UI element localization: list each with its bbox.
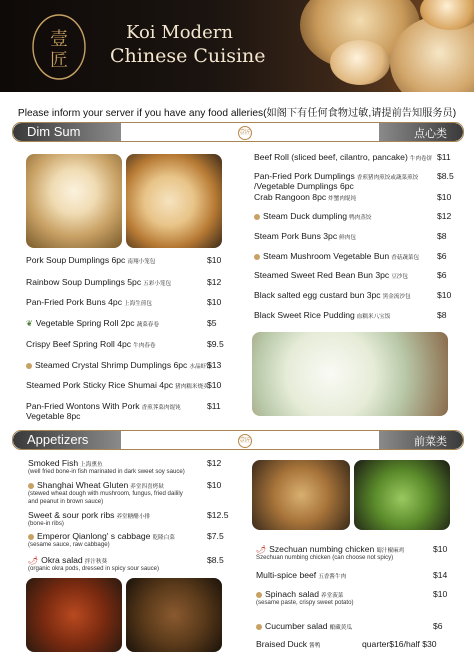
house-special-icon <box>254 254 260 260</box>
koi-logo-icon <box>30 12 88 82</box>
house-special-icon <box>256 592 262 598</box>
menu-item-name-en: Cucumber salad <box>265 621 328 631</box>
menu-item-name-en: Multi-spice beef <box>256 570 317 580</box>
menu-item-name-en: Steam Mushroom Vegetable Bun <box>263 251 390 261</box>
menu-item-name <box>256 639 320 649</box>
menu-item-description: (sesame paste, crispy sweet potato) <box>256 599 354 606</box>
menu-item-name <box>254 192 356 202</box>
house-special-icon <box>254 214 260 220</box>
menu-item-name-cn: 炸蟹肉馄饨 <box>328 196 357 202</box>
section-title-appetizers-cn: 前菜类 <box>414 436 447 448</box>
menu-item-name-en: Black Sweet Rice Pudding <box>254 310 355 320</box>
svg-text:壹: 壹 <box>50 29 68 50</box>
menu-item-name-cn: 上海熏鱼 <box>80 462 103 468</box>
menu-item-name <box>254 231 356 241</box>
menu-item-price: $8.5 <box>207 555 224 565</box>
menu-item-price: $10 <box>433 544 448 554</box>
menu-item-name-cn: 鸭肉蒸饺 <box>349 215 372 221</box>
section-bar-appetizers <box>12 430 464 450</box>
menu-item-name-en: Steamed Crystal Shrimp Dumplings 6pc <box>35 360 188 370</box>
seal-icon: 壹匠 <box>238 434 252 448</box>
chili-pepper-icon: 🌶 <box>28 556 39 565</box>
menu-item-description: (well fried bone-in fish marinated in dark sweet soy sauce) <box>28 468 185 475</box>
menu-item-name-cn: 香煎猪肉煎饺或蔬菜煎饺 <box>356 175 419 181</box>
menu-item-name <box>256 589 343 599</box>
menu-item-price: $9.5 <box>207 339 224 349</box>
menu-item-name-cn: 南翔小笼包 <box>127 259 156 265</box>
menu-item-name <box>256 621 352 631</box>
house-special-icon <box>256 624 262 630</box>
menu-item-name-en: Emperor Qianlong' s cabbage <box>37 531 151 541</box>
menu-item-name-cn: 牛肉春卷 <box>133 343 156 349</box>
menu-item-name <box>254 290 411 300</box>
menu-item-name-cn: 酱鸭 <box>309 643 321 649</box>
menu-item-name <box>254 152 432 162</box>
menu-item-price: $12.5 <box>207 510 229 520</box>
menu-item-name <box>28 480 164 490</box>
vegetarian-leaf-icon: ❦ <box>26 319 33 328</box>
menu-item-name-en: Steam Duck dumpling <box>263 211 348 221</box>
menu-item-name-cn: 血糯米八宝饭 <box>356 314 391 320</box>
menu-item-name-cn: 五彩小笼包 <box>143 281 172 287</box>
menu-item-name-cn: 香菇蔬菜包 <box>391 255 420 261</box>
chili-pepper-icon: 🌶 <box>256 545 267 554</box>
menu-item-name <box>256 544 404 554</box>
menu-item-price: $12 <box>207 277 222 287</box>
menu-item-name <box>28 510 150 520</box>
menu-item-name-line2: /Vegetable Dumplings 6pc <box>254 181 354 191</box>
menu-item-name <box>254 270 408 280</box>
menu-item-name-cn: 水晶虾饺 <box>189 364 212 370</box>
menu-item-name <box>26 318 159 328</box>
menu-item-name-en: Pan-Fried Pork Buns 4pc <box>26 297 123 307</box>
menu-item-name-cn: 五香酱牛肉 <box>318 574 347 580</box>
allergy-notice: Please inform your server if you have any food alleries(如阁下有任何食物过敏,请提前告知服务员) <box>17 108 457 119</box>
menu-item-name <box>254 171 418 181</box>
section-title-dim-sum: Dim Sum <box>27 124 81 139</box>
menu-item-name-cn: 豆沙包 <box>391 274 408 280</box>
smoked-fish-photo <box>126 578 222 652</box>
menu-item-price: $14 <box>433 570 448 580</box>
menu-item-name-line2: Vegetable 8pc <box>26 411 81 421</box>
menu-item-name-en: Pan-Fried Pork Dumplings <box>254 171 355 181</box>
menu-item-name-en: Black salted egg custard bun 3pc <box>254 290 381 300</box>
menu-item-name <box>28 531 175 541</box>
menu-item-name-en: Steam Pork Buns 3pc <box>254 231 338 241</box>
shrimp-dumplings-photo <box>252 332 448 416</box>
menu-item-price: $8 <box>437 310 447 320</box>
soup-dumplings-photo <box>26 154 122 248</box>
menu-item-price: $7.5 <box>207 531 224 541</box>
menu-item-name-en: Crab Rangoon 8pc <box>254 192 327 202</box>
menu-item-description: (sesame sauce, raw cabbage) <box>28 541 110 548</box>
menu-item-price: $5 <box>207 318 217 328</box>
seal-icon: 壹匠 <box>238 126 252 140</box>
menu-item-name <box>254 211 371 221</box>
menu-item-name <box>26 339 155 349</box>
menu-item-name-en: Rainbow Soup Dumplings 5pc <box>26 277 142 287</box>
menu-item-name-en: Szechuan numbing chicken <box>269 544 375 554</box>
menu-item-price: $10 <box>433 589 448 599</box>
menu-item-price: $6 <box>437 270 447 280</box>
menu-item-price: $12 <box>437 211 452 221</box>
menu-item-name-en: Shanghai Wheat Gluten <box>37 480 129 490</box>
menu-item-price: $6 <box>433 621 443 631</box>
menu-item-name-cn: 养堂糖醋小排 <box>116 514 151 520</box>
menu-item-price: $10 <box>437 290 452 300</box>
menu-item-name-cn: 上海生煎包 <box>124 301 152 307</box>
menu-item-name <box>256 570 346 580</box>
menu-item-name <box>26 255 155 265</box>
menu-item-price: $10 <box>207 480 222 490</box>
menu-item-name-cn: 猪肉糯米烧卖 <box>175 384 209 390</box>
menu-item-name-en: Pan-Fried Wontons With Pork <box>26 401 140 411</box>
menu-item-price: $8.5 <box>437 171 454 181</box>
dumpling-image <box>330 40 390 85</box>
menu-item-name-cn: 蜀汁椒麻鸡 <box>376 548 405 554</box>
menu-item-description: (bone-in ribs) <box>28 520 64 527</box>
menu-item-name-cn: 香煎荠菜肉馄饨 <box>141 405 181 411</box>
menu-item-price: quarter$16/half $30 <box>362 639 437 649</box>
menu-item-name-en: Okra salad <box>41 555 83 565</box>
menu-item-name <box>28 458 103 468</box>
wheat-gluten-photo <box>252 460 350 530</box>
menu-item-name-cn: 牛肉卷饼 <box>409 156 433 162</box>
section-title-dim-sum-cn: 点心类 <box>414 128 447 140</box>
menu-item-name-en: Beef Roll (sliced beef, cilantro, pancake) <box>254 152 408 162</box>
menu-item-description: and peanut in brown sauce) <box>28 498 104 505</box>
section-title-appetizers: Appetizers <box>27 432 89 447</box>
menu-item-name-cn: 养堂菠菜 <box>321 593 344 599</box>
menu-item-name-en: Braised Duck <box>256 639 308 649</box>
wontons-photo <box>126 154 222 248</box>
menu-item-price: $11 <box>207 401 221 411</box>
menu-item-name-en: Steamed Pork Sticky Rice Shumai 4pc <box>26 380 174 390</box>
menu-item-description: (organic okra pods, dressed in spicy sour sauce) <box>28 565 160 572</box>
menu-item-name-cn: 拌汁秋葵 <box>84 559 108 565</box>
header-banner <box>0 0 474 92</box>
okra-salad-photo <box>354 460 450 530</box>
house-special-icon <box>26 363 32 369</box>
menu-item-name <box>28 555 107 565</box>
house-special-icon <box>28 534 34 540</box>
menu-item-description: (stewed wheat dough with mushroom, fungus, fried dailily <box>28 490 183 497</box>
menu-item-name-cn: 养堂四喜烤麸 <box>130 484 164 490</box>
menu-item-price: $10 <box>207 255 222 265</box>
menu-item-name <box>26 401 181 411</box>
brand-name-line2: Chinese Cuisine <box>110 45 266 67</box>
section-bar-dim-sum <box>12 122 464 142</box>
svg-text:匠: 匠 <box>50 50 68 71</box>
menu-item-name-cn: 乾隆白菜 <box>152 535 175 541</box>
menu-item-price: $6 <box>437 251 447 261</box>
menu-item-name <box>254 310 390 320</box>
menu-item-description: Szechuan numbing chicken (can choose not spicy) <box>256 554 394 561</box>
menu-item-name-en: Spinach salad <box>265 589 319 599</box>
menu-item-price: $8 <box>437 231 447 241</box>
menu-item-name-en: Steamed Sweet Red Bean Bun 3pc <box>254 270 390 280</box>
menu-item-name <box>26 277 171 287</box>
menu-item-price: $13 <box>207 360 222 370</box>
menu-item-price: $10 <box>437 192 452 202</box>
menu-item-price: $10 <box>207 380 222 390</box>
menu-item-name <box>26 360 212 370</box>
menu-item-name-en: Smoked Fish <box>28 458 79 468</box>
menu-item-name-cn: 鲜肉包 <box>339 235 356 241</box>
menu-item-name-en: Vegetable Spring Roll 2pc <box>35 318 135 328</box>
brand-name-line1: Koi Modern <box>126 22 233 43</box>
menu-item-name-en: Crispy Beef Spring Roll 4pc <box>26 339 132 349</box>
menu-item-name-cn: 蔬菜春卷 <box>136 322 159 328</box>
menu-item-name <box>254 251 419 261</box>
menu-item-name-en: Sweet & sour pork ribs <box>28 510 115 520</box>
menu-item-name-cn: 酿藏黄瓜 <box>329 625 352 631</box>
house-special-icon <box>28 483 34 489</box>
menu-item-price: $10 <box>207 297 222 307</box>
pork-ribs-photo <box>26 578 122 652</box>
menu-item-name <box>26 297 152 307</box>
menu-item-price: $11 <box>437 152 451 162</box>
menu-item-name <box>26 380 209 390</box>
menu-item-name-cn: 黑金流沙包 <box>382 294 411 300</box>
menu-item-price: $12 <box>207 458 222 468</box>
menu-item-name-en: Pork Soup Dumplings 6pc <box>26 255 126 265</box>
